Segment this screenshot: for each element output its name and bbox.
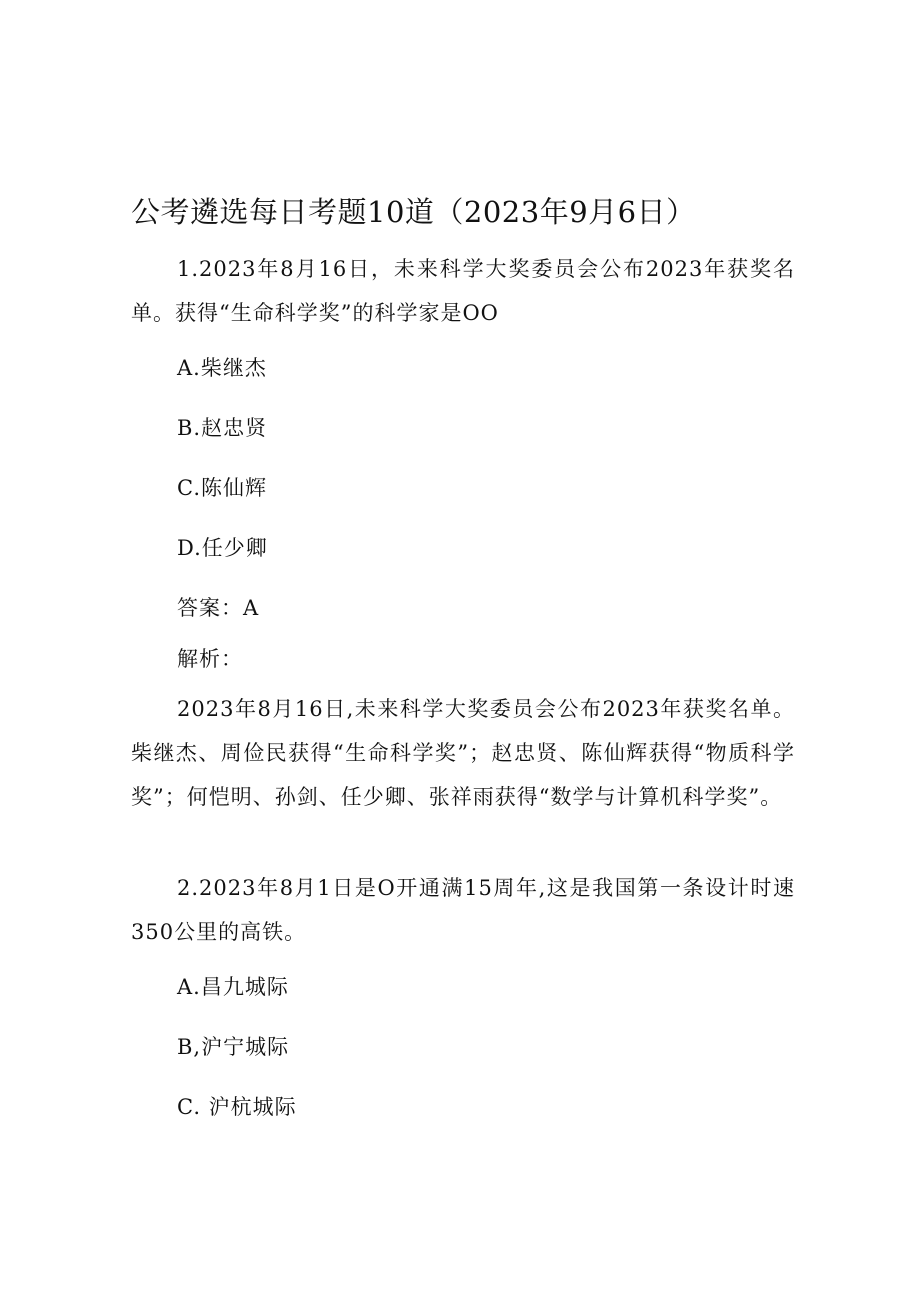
question-2-option-a: A.昌九城际 (177, 975, 289, 999)
question-1-analysis: 2023年8月16日,未来科学大奖委员会公布2023年获奖名单。柴继杰、周俭民获得“生命科学奖”；赵忠贤、陈仙辉获得“物质科学奖”；何恺明、孙剑、任少卿、张祥雨获得“数学与计算机科学奖”。 (131, 697, 795, 809)
question-2-option-b: B,沪宁城际 (177, 1035, 290, 1059)
document-title: 公考遴选每日考题10道（2023年9月6日） (131, 195, 696, 229)
question-2-stem: 2.2023年8月1日是O开通满15周年,这是我国第一条设计时速350公里的高铁。 (131, 876, 795, 944)
question-1-option-c: C.陈仙辉 (177, 476, 267, 500)
question-1-answer: 答案：A (177, 596, 260, 620)
question-1-option-d: D.任少卿 (177, 536, 268, 560)
question-1-stem: 1.2023年8月16日，未来科学大奖委员会公布2023年获奖名单。获得“生命科学奖”的科学家是OO (131, 257, 795, 325)
question-2-option-c: C. 沪杭城际 (177, 1095, 297, 1119)
question-1-option-b: B.赵忠贤 (177, 416, 268, 440)
question-1-analysis-label: 解析： (177, 647, 243, 671)
question-1-option-a: A.柴继杰 (177, 356, 267, 380)
